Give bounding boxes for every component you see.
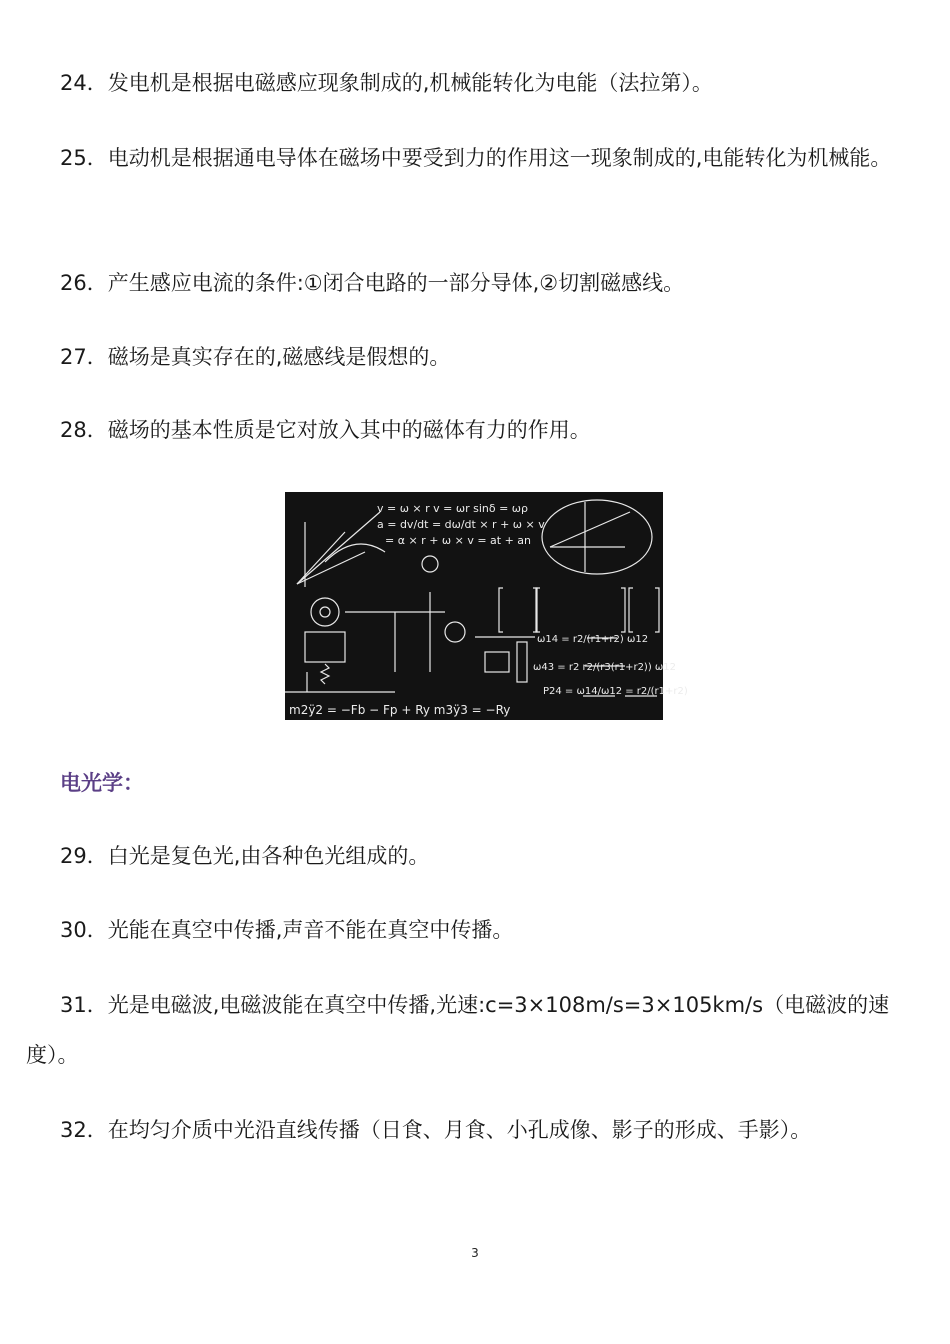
formula-text: ω14 = r2/(r1+r2) ω12 xyxy=(537,634,649,645)
page-number: 3 xyxy=(471,1246,479,1260)
paragraph-32: 32．在均匀介质中光沿直线传播（日食、月食、小孔成像、影子的形成、手影）。 xyxy=(60,1118,812,1142)
vector-line xyxy=(297,532,345,584)
matrix-bracket xyxy=(655,588,659,632)
paragraph-28: 28．磁场的基本性质是它对放入其中的磁体有力的作用。 xyxy=(60,418,591,442)
paragraph-30: 30．光能在真空中传播,声音不能在真空中传播。 xyxy=(60,918,514,942)
paragraph-26: 26．产生感应电流的条件:①闭合电路的一部分导体,②切割磁感线。 xyxy=(60,271,685,295)
ellipse-vector xyxy=(550,512,630,547)
formula-text: P24 = ω14/ω12 = r2/(r1+r2) xyxy=(543,686,688,697)
gear-block xyxy=(485,652,509,672)
section-heading: 电光学： xyxy=(60,771,144,795)
paragraph-25: 25．电动机是根据通电导体在磁场中要受到力的作用这一现象制成的,电能转化为机械能。 xyxy=(60,146,892,170)
blackboard-formulas-image xyxy=(285,492,688,720)
blackboard-drawing xyxy=(285,492,688,720)
paragraph-29: 29．白光是复色光,由各种色光组成的。 xyxy=(60,844,430,868)
gear-block xyxy=(517,642,527,682)
paragraph-27: 27．磁场是真实存在的,磁感线是假想的。 xyxy=(60,345,451,369)
matrix-bracket xyxy=(499,588,503,632)
matrix-bracket xyxy=(536,588,540,632)
paragraph-31: 31．光是电磁波,电磁波能在真空中传播,光速:c=3×108m/s=3×105km/s（电磁波的速度）。 xyxy=(26,993,890,1067)
matrix-bracket xyxy=(629,588,633,632)
wheel-hub xyxy=(320,607,330,617)
formula-text: v = ω × r v = ωr sinδ = ωρ xyxy=(377,502,529,515)
gear-shape xyxy=(445,622,465,642)
spring-shape xyxy=(321,664,329,684)
paragraph-24: 24．发电机是根据电磁感应现象制成的,机械能转化为电能（法拉第）。 xyxy=(60,71,713,95)
vector-line xyxy=(297,512,380,584)
gear-shape xyxy=(422,556,438,572)
matrix-bracket xyxy=(621,588,625,632)
formula-text: a = dv/dt = dω/dt × r + ω × v xyxy=(377,518,545,531)
vector-arc xyxy=(325,544,385,562)
formula-text: = α × r + ω × v = at + an xyxy=(385,534,532,547)
ellipse-diagram xyxy=(542,500,652,574)
formula-text: ω43 = r2 r2/(r3(r1+r2)) ω12 xyxy=(533,662,677,673)
formula-text: m2ÿ2 = −Fb − Fp + Ry m3ÿ3 = −Ry xyxy=(289,703,511,717)
mechanism-block xyxy=(305,632,345,662)
wheel-shape xyxy=(311,598,339,626)
